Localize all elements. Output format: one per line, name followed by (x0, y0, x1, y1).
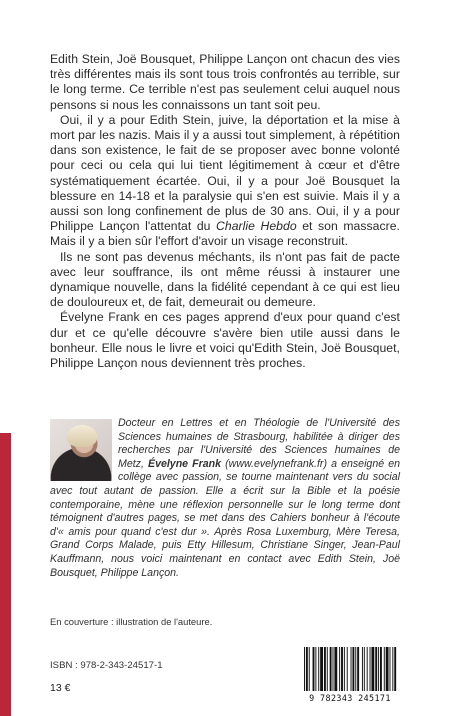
paragraph-3: Ils ne sont pas devenus méchants, ils n'ont pas fait de pacte avec leur souffrance, ils ont même réussi à instaurer une dynamique nouvelle, dans la fidélité cependant à ce qui est lieu de douloureux et, de fait, demeurait ou demeure. (50, 249, 400, 310)
author-bio-end: (www.evelynefrank.fr) a enseigné en collège avec passion, se tourne maintenant vers du social avec tout autant de passion. Elle a écrit sur la Bible et la poésie contemporaine, mène une réflexion personnelle sur le long terme dont témoignent d'autres pages, se met dans des Cahiers bonheur à l'écoute d'« amis pour quand c'est dur ». Après Rosa Luxemburg, Mère Teresa, Grand Corps Malade, puis Etty Hillesum, Christiane Singer, Jean-Paul Kauffmann, nous voici maintenant en contact avec Edith Stein, Joë Bousquet, Philippe Lançon. (50, 457, 401, 579)
paragraph-2 (50, 113, 400, 250)
red-accent-bar (0, 433, 11, 716)
author-photo (50, 419, 112, 481)
back-cover-text (50, 52, 400, 371)
barcode-digits: 9 782343 245171 (309, 693, 391, 703)
author-bio-start: Docteur en Lettres et en Théologie de l'Université des Sciences humaines de Strasbourg, habilitée à diriger des recherches par l'Université des Sciences humaines de Metz, (118, 417, 400, 470)
author-name: Évelyne Frank (148, 457, 222, 470)
paragraph-1: Edith Stein, Joë Bousquet, Philippe Lançon ont chacun des vies très différentes mais ils sont tous trois confrontés au terrible, sur le long terme. Ce terrible n'est pas seulement celui auquel nous pensons si nous les connaissons un tant soit peu. (50, 52, 400, 112)
isbn: ISBN : 978-2-343-24517-1 (50, 660, 163, 671)
charlie-hebdo-title: Charlie Hebdo (216, 219, 297, 234)
paragraph-2-tail: et son massacre. Mais il y a bien sûr l'effort d'avoir un visage reconstruit. (50, 219, 400, 249)
price: 13 € (50, 682, 71, 694)
barcode (296, 645, 404, 703)
paragraph-2-text: Oui, il y a pour Edith Stein, juive, la déportation et la mise à mort par les nazis. Mais il y a aussi tout simplement, à répétition dans son existence, le fait de se proposer avec bonne volonté pour ceci ou cela qui lui tient légitimement à cœur et d'être systématiquement écartée. Oui, il y a pour Joë Bousquet la blessure en 14-18 et la paralysie qui s'en est suivie. Mais il y a aussi son long confinement de plus de 30 ans. Oui, il y a pour Philippe Lançon l'attentat du (50, 112, 400, 234)
paragraph-4: Évelyne Frank en ces pages apprend d'eux pour quand c'est dur et ce qu'elle découvre s'avère bien utile aussi dans le bonheur. Elle nous le livre et voici qu'Edith Stein, Joë Bousquet, Philippe Lançon nous deviennent très proches. (50, 310, 400, 371)
cover-credit: En couverture : illustration de l'auteure. (50, 616, 213, 627)
